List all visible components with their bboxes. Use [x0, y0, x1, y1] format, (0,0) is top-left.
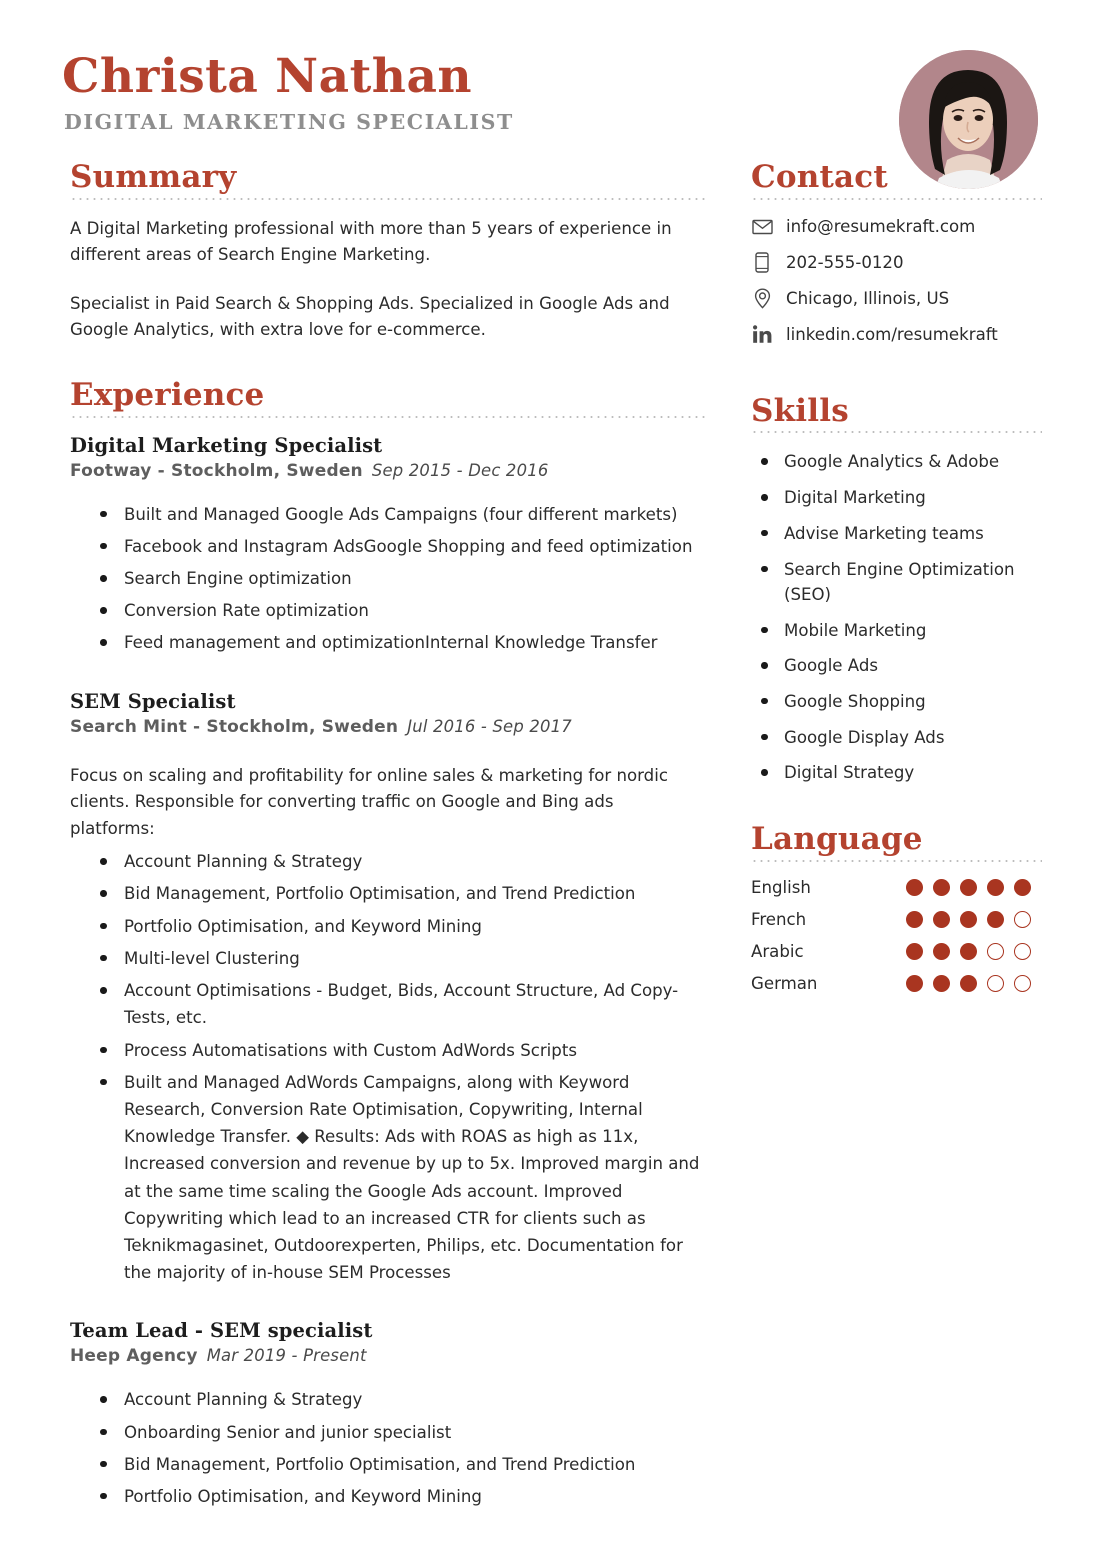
- language-rating: [906, 879, 1031, 896]
- spacer: [751, 796, 1042, 822]
- list-item: Google Shopping: [761, 689, 1042, 714]
- list-item: Facebook and Instagram AdsGoogle Shopping and feed optimization: [100, 533, 705, 560]
- list-item: Search Engine Optimization (SEO): [761, 557, 1042, 607]
- language-rating: [906, 975, 1031, 992]
- linkedin-icon: [751, 324, 773, 346]
- rating-dot-filled: [906, 975, 923, 992]
- language-divider: [751, 860, 1042, 862]
- language-rating: [906, 911, 1031, 928]
- job-company: Footway - Stockholm, Sweden: [70, 460, 363, 481]
- rating-dot-filled: [987, 911, 1004, 928]
- rating-dot-filled: [906, 943, 923, 960]
- rating-dot-filled: [933, 879, 950, 896]
- list-item: Conversion Rate optimization: [100, 597, 705, 624]
- contact-section: [751, 160, 1042, 346]
- list-item: Search Engine optimization: [100, 565, 705, 592]
- spacer: [70, 662, 705, 690]
- resume-body: [0, 160, 1100, 1515]
- summary-section: [70, 160, 705, 344]
- skills-section: [751, 394, 1042, 786]
- location-pin-icon: [751, 288, 773, 310]
- experience-entry: [70, 690, 705, 1287]
- language-item: [751, 910, 1042, 929]
- job-dates: Jul 2016 - Sep 2017: [407, 716, 572, 736]
- list-item: Digital Strategy: [761, 760, 1042, 785]
- list-item: Built and Managed Google Ads Campaigns (four different markets): [100, 501, 705, 528]
- contact-divider: [751, 198, 1042, 200]
- contact-phone-value: 202-555-0120: [786, 252, 904, 272]
- spacer: [70, 344, 705, 378]
- skills-list: [751, 449, 1042, 785]
- summary-paragraph: A Digital Marketing professional with more than 5 years of experience in different areas of Search Engine Marketing.: [70, 218, 672, 265]
- job-bullet-list: [70, 848, 705, 1286]
- job-title: Digital Marketing Specialist: [70, 433, 383, 457]
- contact-heading: Contact: [751, 159, 888, 195]
- contact-list: [751, 216, 1042, 346]
- job-meta: [70, 717, 705, 737]
- rating-dot-filled: [906, 911, 923, 928]
- language-item: [751, 974, 1042, 993]
- list-item: Built and Managed AdWords Campaigns, along with Keyword Research, Conversion Rate Optimisation, Copywriting, Internal Knowledge Transfer. ◆ Results: Ads with ROAS as high as 11x, Increased conversion and revenue by up to 5x. Improved margin and at the same time scaling the Google Ads account. Improved Copywriting which lead to an increased CTR for clients such as Teknikmagasinet, Outdoorexperten, Philips, etc. Documentation for the majority of in-house SEM Processes: [100, 1069, 705, 1287]
- list-item: Portfolio Optimisation, and Keyword Mining: [100, 1483, 705, 1510]
- rating-dot-filled: [960, 943, 977, 960]
- job-title: Team Lead - SEM specialist: [70, 1319, 373, 1343]
- rating-dot-empty: [987, 975, 1004, 992]
- job-title: SEM Specialist: [70, 689, 236, 713]
- skills-divider: [751, 431, 1042, 433]
- contact-item-email[interactable]: [751, 216, 1042, 238]
- contact-item-linkedin[interactable]: [751, 324, 1042, 346]
- list-item: Multi-level Clustering: [100, 945, 705, 972]
- rating-dot-filled: [933, 943, 950, 960]
- phone-icon: [751, 252, 773, 274]
- avatar: [899, 50, 1038, 189]
- list-item: Google Ads: [761, 653, 1042, 678]
- language-rating: [906, 943, 1031, 960]
- envelope-icon: [751, 216, 773, 238]
- job-bullet-list: [70, 501, 705, 657]
- rating-dot-empty: [1014, 975, 1031, 992]
- list-item: Google Analytics & Adobe: [761, 449, 1042, 474]
- list-item: Onboarding Senior and junior specialist: [100, 1419, 705, 1446]
- list-item: Feed management and optimizationInternal Knowledge Transfer: [100, 629, 705, 656]
- list-item: Bid Management, Portfolio Optimisation, and Trend Prediction: [100, 1451, 705, 1478]
- resume-header: [0, 0, 1100, 160]
- language-name: English: [751, 877, 811, 897]
- contact-linkedin-value: linkedin.com/resumekraft: [786, 324, 998, 344]
- language-section: [751, 822, 1042, 993]
- list-item: Process Automatisations with Custom AdWords Scripts: [100, 1037, 705, 1064]
- list-item: Mobile Marketing: [761, 618, 1042, 643]
- list-item: Account Planning & Strategy: [100, 848, 705, 875]
- job-dates: Sep 2015 - Dec 2016: [371, 460, 549, 480]
- language-name: Arabic: [751, 941, 804, 961]
- rating-dot-empty: [1014, 911, 1031, 928]
- list-item: Advise Marketing teams: [761, 521, 1042, 546]
- experience-entry: [70, 1319, 705, 1510]
- experience-entry: [70, 434, 705, 657]
- page-title: Christa Nathan: [62, 49, 473, 104]
- skills-heading: Skills: [751, 392, 849, 429]
- rating-dot-filled: [960, 879, 977, 896]
- list-item: Bid Management, Portfolio Optimisation, and Trend Prediction: [100, 880, 705, 907]
- language-item: [751, 878, 1042, 897]
- list-item: Account Planning & Strategy: [100, 1386, 705, 1413]
- rating-dot-filled: [906, 879, 923, 896]
- list-item: Account Optimisations - Budget, Bids, Account Structure, Ad Copy-Tests, etc.: [100, 977, 705, 1031]
- experience-section: [70, 378, 705, 1510]
- rating-dot-empty: [987, 943, 1004, 960]
- rating-dot-filled: [960, 975, 977, 992]
- sidebar-column: [705, 160, 1100, 1515]
- contact-item-phone[interactable]: [751, 252, 1042, 274]
- contact-email-value: info@resumekraft.com: [786, 216, 976, 236]
- rating-dot-empty: [1014, 943, 1031, 960]
- spacer: [70, 1291, 705, 1319]
- profile-photo-illustration: [899, 50, 1038, 189]
- contact-location-value: Chicago, Illinois, US: [786, 288, 950, 308]
- list-item: Digital Marketing: [761, 485, 1042, 510]
- job-intro: Focus on scaling and profitability for online sales & marketing for nordic clients. Responsible for converting traffic on Google and Bing ads platforms:: [70, 765, 668, 838]
- main-column: [0, 160, 705, 1515]
- summary-heading: Summary: [70, 159, 237, 195]
- rating-dot-filled: [933, 911, 950, 928]
- rating-dot-filled: [960, 911, 977, 928]
- rating-dot-filled: [1014, 879, 1031, 896]
- list-item: Portfolio Optimisation, and Keyword Mining: [100, 913, 705, 940]
- contact-item-location[interactable]: [751, 288, 1042, 310]
- job-company: Heep Agency: [70, 1346, 198, 1367]
- rating-dot-filled: [987, 879, 1004, 896]
- summary-divider: [70, 198, 705, 200]
- job-bullet-list: [70, 1386, 705, 1510]
- summary-paragraph: Specialist in Paid Search & Shopping Ads. Specialized in Google Ads and Google Analytics, with extra love for e-commerce.: [70, 293, 670, 340]
- job-subtitle: DIGITAL MARKETING SPECIALIST: [64, 110, 514, 135]
- list-item: Google Display Ads: [761, 725, 1042, 750]
- job-dates: Mar 2019 - Present: [206, 1346, 367, 1366]
- experience-divider: [70, 416, 705, 418]
- language-name: German: [751, 973, 818, 993]
- job-meta: [70, 1346, 705, 1366]
- language-name: French: [751, 909, 807, 929]
- experience-heading: Experience: [70, 376, 265, 413]
- language-heading: Language: [751, 821, 923, 858]
- spacer: [751, 360, 1042, 394]
- job-company: Search Mint - Stockholm, Sweden: [70, 716, 399, 737]
- rating-dot-filled: [933, 975, 950, 992]
- language-item: [751, 942, 1042, 961]
- job-meta: [70, 461, 705, 481]
